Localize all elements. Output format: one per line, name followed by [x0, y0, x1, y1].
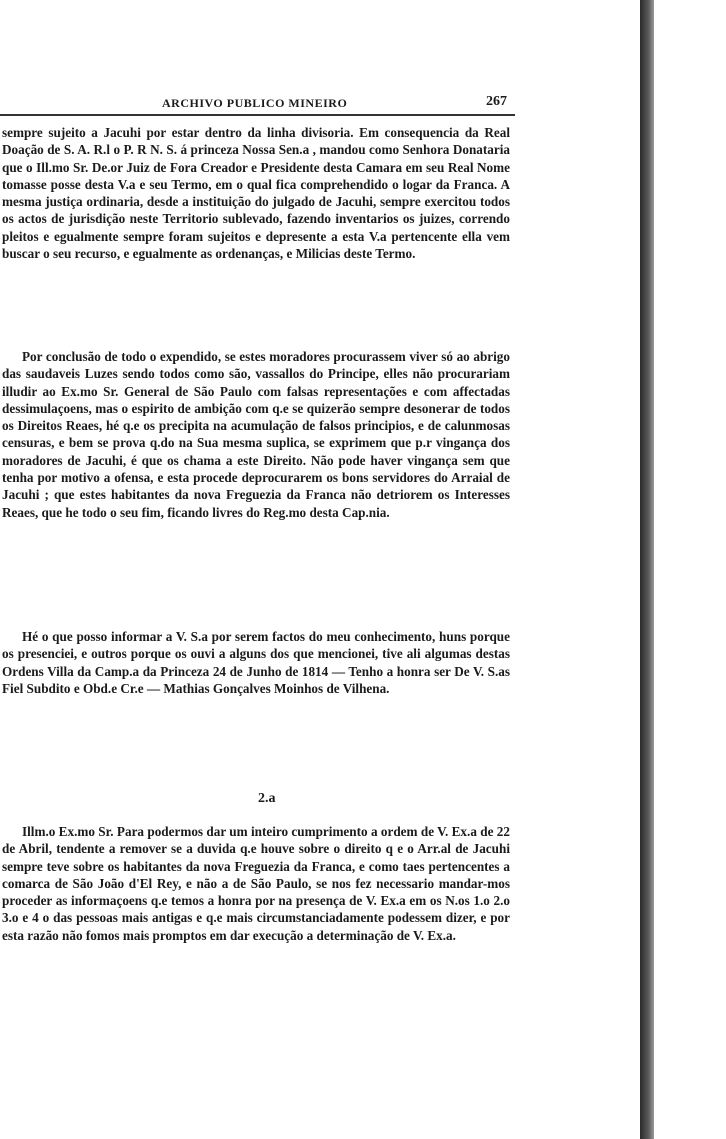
- paragraph-conclusion: [2, 348, 510, 521]
- header-title: ARCHIVO PUBLICO MINEIRO: [162, 96, 348, 110]
- page-number: 267: [486, 94, 507, 109]
- paragraph-text: Hé o que posso informar a V. S.a por serem factos do meu conhecimento, huns porque os presenciei, e outros porque os ouvi a alguns dos que mencionei, tive ali algumas destas Ordens Villa da Camp.a da Princeza 24 de Junho de 1814 — Tenho a honra ser De V. S.as Fiel Subdito e Obd.e Cr.e — Mathias Gonçalves Moinhos de Vilhena.: [2, 629, 510, 696]
- paragraph-signature: [2, 628, 510, 697]
- page-binding-edge: [640, 0, 654, 1139]
- paragraph-jurisdiction: [2, 124, 510, 262]
- paragraph-text: sempre sujeito a Jacuhi por estar dentro da linha divisoria. Em consequencia da Real Doação de S. A. R.l o P. R N. S. á princeza Nossa Sen.a , mandou como Senhora Donataria que o Ill.mo Sr. De.or Juiz de Fora Creador e Presidente desta Camara em seu Real Nome tomasse posse desta V.a e seu Termo, em o qual fica comprehendido o logar da Franca. A mesma justiça ordinaria, desde a instituição do julgado de Jacuhi, sempre exercitou todos os actos de jurisdição neste Territorio sublevado, fazendo inventarios os juizes, correndo pleitos e egualmente sempre foram sujeitos e depresente a esta V.a pertencente ella vem buscar o seu recurso, e egualmente as ordenanças, e Milicias deste Termo.: [2, 125, 510, 262]
- section-marker: 2.a: [258, 791, 276, 806]
- paragraph-text: Illm.o Ex.mo Sr. Para podermos dar um inteiro cumprimento a ordem de V. Ex.a de 22 de Abril, tendente a remover se a duvida q.e houve sobre o direito q e o Arr.al de Jacuhi sempre teve sobre os habitantes da nova Freguezia da Franca, e como taes pertencentes a comarca de São João d'El Rey, e não a de São Paulo, se nos fez necessario mandar-mos proceder as informaçoens q.e temos a honra por na presença de V. Ex.a em os N.os 1.o 2.o 3.o e 4 o das pessoas mais antigas e q.e mais circumstanciadamente podessem dizer, e por esta razão não fomos mais promptos em dar execução a determinação de V. Ex.a.: [2, 824, 510, 943]
- paragraph-text: Por conclusão de todo o expendido, se estes moradores procurassem viver só ao abrigo das saudaveis Luzes sendo todos como são, vassallos do Principe, elles não procurariam illudir ao Ex.mo Sr. General de São Paulo com falsas representações e com affectadas dessimulaçoens, mas o espirito de ambição com q.e se quizerão sempre desonerar de todos os Direitos Reaes, hé q.e os precipita na acumulação de falsos principios, e de calunmosas censuras, e bem se prova q.do na Sua mesma suplica, se exprimem que p.r vingança dos moradores de Jacuhi, é que os chama a este Direito. Não pode haver vingança sem que tenha por motivo a ofensa, e esta procede deprocurarem os bons servidores do Arraial de Jacuhi ; que estes habitantes da nova Freguezia da Franca não detriorem os Interesses Reaes, que he todo o seu fim, ficando livres do Reg.mo desta Cap.nia.: [2, 349, 510, 520]
- running-header: [0, 94, 515, 116]
- paragraph-letter: [2, 823, 510, 944]
